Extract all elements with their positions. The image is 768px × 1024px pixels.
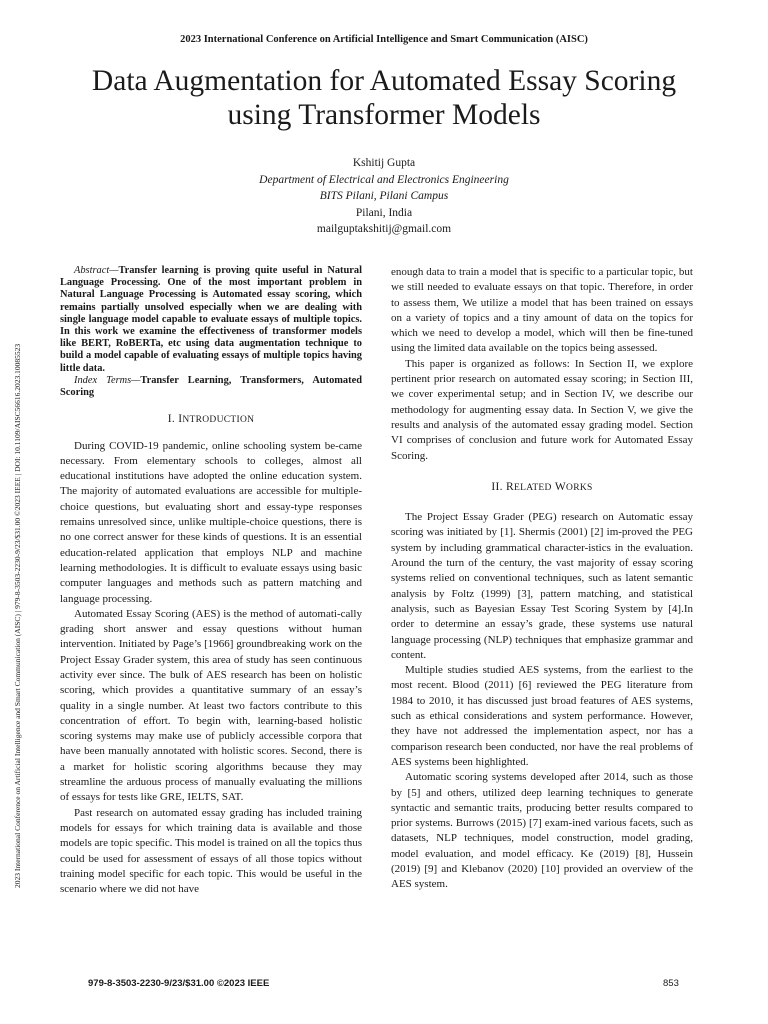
intro-paragraph: Automated Essay Scoring (AES) is the method of automati-cally grading short answer and essay questions without human intervention. Initiated by Page’s [1966] groundbreaking work on the Project Essay Grader system, this area of study has seen continuous activity ever since. The bulk of AES research has been on holistic scoring, which provides a quantitative summary of an essay’s quality in a single number. At least two factors contribute to this concentration of effort. To begin with, learning-based holistic scoring systems may make use of publicly accessible corpora that have been manually annotated with holistic scores. Second, there is a market for holistic scoring algorithms because they may streamline the arduous process of manually evaluating the millions of essays for tests like GRE, IELTS, SAT. — [60, 607, 362, 804]
intro-paragraph: Past research on automated essay grading has included training models for essays for which training data is available and those models are topic specific. This model is trained on all the topics thus could be used for assessment of essays of all those topics without training model specific for each topic. This would be useful in the scenario where we did not have — [60, 806, 362, 896]
author-department: Department of Electrical and Electronics Engineering — [259, 173, 509, 186]
continued-paragraph: enough data to train a model that is specific to a particular topic, but we still needed to evaluate essays on that topic. Therefore, in order to assess them, We utilize a model that has been trained on essays on a variety of topics and a tiny amount of data on the topics for which we need to develop a model, which will then be fine-tuned using the limited data available on the topics being assessed. — [391, 266, 693, 355]
related-works-paragraph: Automatic scoring systems developed after 2014, such as those by [5] and others, utilized deep learning techniques to generate syntactic and semantic traits, producing better results compared to prior systems. Burrows (2015) [7] exam-ined various facets, such as datasets, NLP techniques, model construction, model grading, model evaluation, and model efficacy. Ke (2019) [8], Hussein (2019) [9] and Klebanov (2020) [10] provided an overview of the AES system. — [391, 771, 693, 891]
related-works-paragraph: The Project Essay Grader (PEG) research on Automatic essay scoring was initiated by [1]. Shermis (2001) [2] im-proved the PEG system by including grammatical character-istics in the evaluation. Around the turn of the century, the vast majority of essay scoring systems relied on conventional techniques, such as latent semantic analysis by Foltz (1999) [3], pattern matching, and statistical analysis, such as Bayesian Essay Test Scoring System by [4].In order to determine an essay’s grade, these systems use natural language processing (NLP) techniques that emphasize grammar and content. — [391, 511, 693, 661]
conference-header: 2023 International Conference on Artificial Intelligence and Smart Communication (AISC) — [180, 34, 588, 45]
index-terms-text: Transfer Learning, Transformers, Automated Scoring — [60, 374, 362, 399]
index-terms — [60, 375, 362, 399]
footer-copyright: 979-8-3503-2230-9/23/$31.00 ©2023 IEEE — [88, 978, 270, 989]
right-column — [391, 265, 693, 893]
author-location: Pilani, India — [355, 206, 413, 219]
abstract-text: Transfer learning is proving quite useful in Natural Language Processing. One of the most important problem in Natural Language Processing is Automated essay scoring, which remains partially unsolved especially when we are dealing with single language model capable to evaluate essays of multiple topics. In this work we examine the effectiveness of transformer models like BERT, RoBERTa, etc using data augmentation technique to build a model capable of evaluating essays of multiple topics having little data. — [60, 265, 362, 374]
paper-title — [40, 64, 728, 132]
paper-title-line-2: using Transformer Models — [227, 99, 541, 131]
author-name: Kshitij Gupta — [352, 157, 416, 169]
abstract — [60, 265, 362, 375]
paper-title-line-1: Data Augmentation for Automated Essay Scoring — [91, 65, 677, 97]
doi-side-stamp-text: 2023 International Conference on Artificial Intelligence and Smart Communication (AISC) | 979-8-3503-2230-9/23/$31.00 ©2023 IEEE | DOI: 10.1109/AISC56616.2023.10085523 — [13, 343, 22, 888]
index-terms-label: Index Terms— — [74, 374, 141, 386]
author-institution: BITS Pilani, Pilani Campus — [319, 190, 449, 202]
author-email: mailguptakshitij@gmail.com — [316, 223, 452, 235]
section-heading-introduction: I. INTRODUCTION — [167, 413, 255, 426]
abstract-label: Abstract— — [74, 265, 119, 276]
page-number: 853 — [663, 978, 679, 989]
author-block — [0, 155, 768, 238]
organization-paragraph: This paper is organized as follows: In Section II, we explore pertinent prior research on automated essay scoring; in Section III, we cover experimental setup; and in Section IV, we describe our methodology for augmenting essay data. In Section V, we give the results and analysis of the automated essay grading model. Section VI comprises of conclusion and future work for Automated Essay Scoring. — [391, 357, 693, 462]
left-column — [60, 265, 362, 897]
intro-paragraph: During COVID-19 pandemic, online schooling system be-came necessary. From elementary schools to colleges, almost all educational institutions have adopted the online education system. The majority of automated evaluations are accessible for multiple-choice questions, but evaluating short and essay-type responses remains unresolved since, unlike multiple-choice questions, there is no one correct answer for these kinds of questions. It is an essential education-related application that employs NLP and machine learning methodologies. It is difficult to evaluate essays using basic computer languages and methods such as pattern matching and language processing. — [60, 439, 362, 605]
section-heading-related-works: II. RELATED WORKS — [491, 480, 593, 493]
doi-side-stamp — [12, 136, 26, 888]
related-works-paragraph: Multiple studies studied AES systems, from the earliest to the most recent. Blood (2011) [6] reviewed the PEG literature from 1984 to 2010, it has discussed just broad features of AES systems, such as ethical considerations and system performance. However, they have not addressed the implementation aspect, nor has a comparison research been conducted, nor have the real problems of AES systems been highlighted. — [391, 664, 693, 768]
